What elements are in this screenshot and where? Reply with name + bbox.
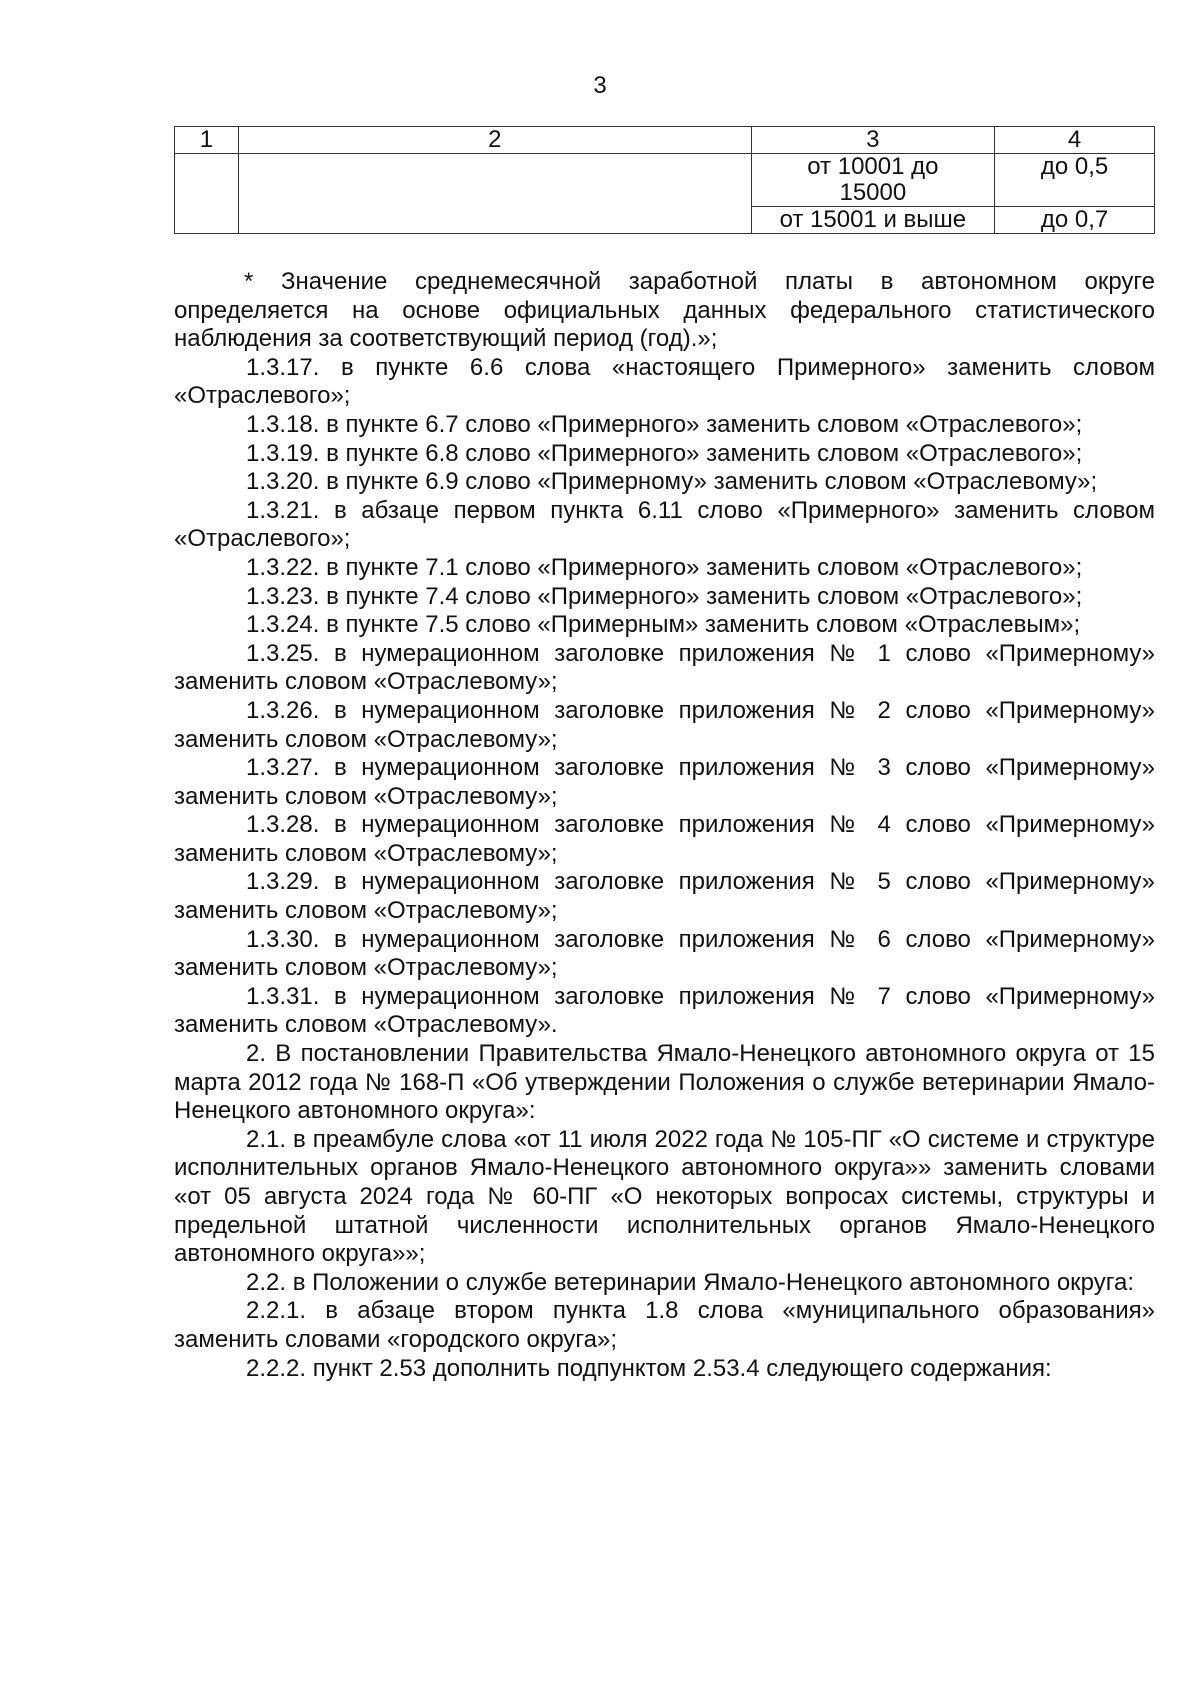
table-row xyxy=(175,154,1155,207)
paragraph: 1.3.29. в нумерационном заголовке приложения № 5 слово «Примерному» заменить словом «Отраслевому»; xyxy=(174,868,1155,925)
table-cell xyxy=(175,154,239,234)
paragraph: 2.2.1. в абзаце втором пункта 1.8 слова «муниципального образования» заменить словами «городского округа»; xyxy=(174,1297,1155,1353)
table-cell: до 0,7 xyxy=(995,207,1155,234)
paragraph: 1.3.27. в нумерационном заголовке приложения № 3 слово «Примерному» заменить словом «Отраслевому»; xyxy=(174,754,1155,810)
table-header-cell: 2 xyxy=(238,127,751,154)
table-header-row xyxy=(175,127,1155,154)
table-header-cell: 3 xyxy=(751,127,994,154)
paragraph: 1.3.19. в пункте 6.8 слово «Примерного» заменить словом «Отраслевого»; xyxy=(246,439,1083,467)
table-cell: до 0,5 xyxy=(995,154,1155,207)
paragraph: 1.3.28. в нумерационном заголовке приложения № 4 слово «Примерному» заменить словом «Отраслевому»; xyxy=(174,811,1155,867)
paragraph: 1.3.30. в нумерационном заголовке приложения № 6 слово «Примерному» заменить словом «Отраслевому»; xyxy=(174,925,1155,982)
paragraph: 1.3.25. в нумерационном заголовке приложения № 1 слово «Примерному» заменить словом «Отраслевому»; xyxy=(174,639,1155,696)
paragraph: 1.3.23. в пункте 7.4 слово «Примерного» заменить словом «Отраслевого»; xyxy=(246,582,1083,610)
table-cell xyxy=(238,154,751,234)
paragraph: 1.3.17. в пункте 6.6 слова «настоящего Примерного» заменить словом «Отраслевого»; xyxy=(174,353,1155,410)
paragraph: 1.3.21. в абзаце первом пункта 6.11 слово «Примерного» заменить словом «Отраслевого»; xyxy=(174,496,1155,553)
paragraph: 2.2. в Положении о службе ветеринарии Ямало-Ненецкого автономного округа: xyxy=(246,1268,1134,1296)
paragraph: 1.3.26. в нумерационном заголовке приложения № 2 слово «Примерному» заменить словом «Отраслевому»; xyxy=(174,696,1155,753)
document-body xyxy=(174,268,1155,1383)
paragraph: 1.3.18. в пункте 6.7 слово «Примерного» заменить словом «Отраслевого»; xyxy=(246,410,1083,438)
table-cell: от 10001 до 15000 xyxy=(751,154,994,207)
table-header-cell: 1 xyxy=(175,127,239,154)
paragraph: 2. В постановлении Правительства Ямало-Ненецкого автономного округа от 15 марта 2012 года № 168-П «Об утверждении Положения о службе ветеринарии Ямало-Ненецкого автономного округа»: xyxy=(174,1040,1155,1125)
paragraph: 2.1. в преамбуле слова «от 11 июля 2022 года № 105-ПГ «О системе и структуре исполнительных органов Ямало-Ненецкого автономного округа»» заменить словами «от 05 августа 2024 года № 60-ПГ «О некоторых вопросах системы, структуры и предельной штатной численности исполнительных органов Ямало-Ненецкого автономного округа»»; xyxy=(174,1125,1155,1268)
paragraph: 1.3.22. в пункте 7.1 слово «Примерного» заменить словом «Отраслевого»; xyxy=(246,553,1083,581)
table-cell: от 15001 и выше xyxy=(751,207,994,234)
footnote-paragraph: * Значение среднемесячной заработной платы в автономном округе определяется на основе официальных данных федерального статистического наблюдения за соответствующий период (год).»; xyxy=(174,268,1155,353)
paragraph: 1.3.20. в пункте 6.9 слово «Примерному» заменить словом «Отраслевому»; xyxy=(246,468,1098,496)
paragraph: 2.2.2. пункт 2.53 дополнить подпунктом 2.53.4 следующего содержания: xyxy=(246,1354,1052,1382)
table-header-cell: 4 xyxy=(995,127,1155,154)
rates-table xyxy=(174,126,1155,234)
page-number: 3 xyxy=(593,72,607,99)
paragraph: 1.3.24. в пункте 7.5 слово «Примерным» заменить словом «Отраслевым»; xyxy=(246,611,1081,639)
paragraph: 1.3.31. в нумерационном заголовке приложения № 7 слово «Примерному» заменить словом «Отраслевому». xyxy=(174,982,1155,1039)
